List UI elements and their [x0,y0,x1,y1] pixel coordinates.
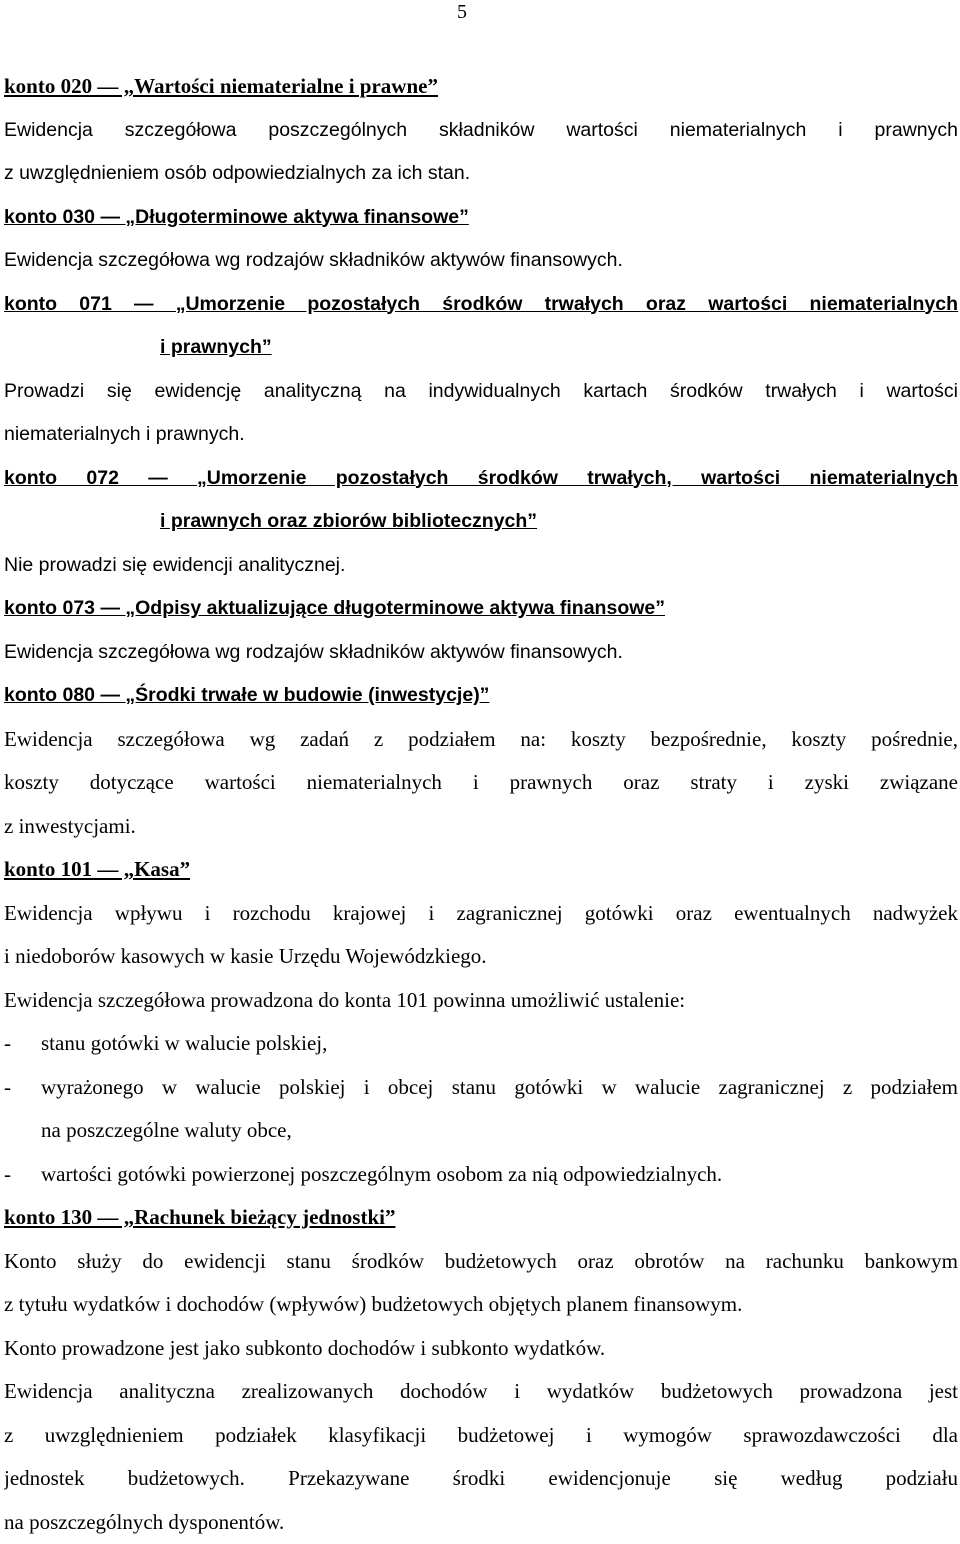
section-konto-130 [4,1196,958,1544]
paragraph-line: Ewidencja szczegółowa wg rodzajów składników aktywów finansowych. [4,631,958,675]
paragraph-line: Ewidencja szczegółowa wg zadań z podziałem na: koszty bezpośrednie, koszty pośrednie, [4,718,958,762]
section-konto-020 [4,65,958,196]
paragraph-line: niematerialnych i prawnych. [4,413,958,457]
document-body [4,65,958,1544]
paragraph-line: Prowadzi się ewidencję analityczną na indywidualnych kartach środków trwałych i wartości [4,370,958,414]
list-item [4,1153,958,1197]
section-heading: konto 080 — „Środki trwałe w budowie (inwestycje)” [4,674,958,718]
paragraph-line: z inwestycjami. [4,805,958,849]
section-heading: konto 020 — „Wartości niematerialne i prawne” [4,65,958,109]
paragraph-line: Konto prowadzone jest jako subkonto dochodów i subkonto wydatków. [4,1327,958,1371]
paragraph-line: Ewidencja szczegółowa poszczególnych składników wartości niematerialnych i prawnych [4,109,958,153]
section-konto-030 [4,196,958,283]
list-item [4,1066,958,1110]
paragraph-line: i niedoborów kasowych w kasie Urzędu Wojewódzkiego. [4,935,958,979]
page-number: 5 [0,0,924,24]
list-item-text: stanu gotówki w walucie polskiej, [41,1022,958,1066]
list-item-text: wartości gotówki powierzonej poszczególnym osobom za nią odpowiedzialnych. [41,1153,958,1197]
paragraph-line: z tytułu wydatków i dochodów (wpływów) budżetowych objętych planem finansowym. [4,1283,958,1327]
section-heading: konto 130 — „Rachunek bieżący jednostki” [4,1196,958,1240]
paragraph-line: z uwzględnieniem osób odpowiedzialnych za ich stan. [4,152,958,196]
section-heading: konto 072 — „Umorzenie pozostałych środków trwałych, wartości niematerialnych [4,457,958,501]
section-konto-101 [4,848,958,1196]
paragraph-line: Konto służy do ewidencji stanu środków budżetowych oraz obrotów na rachunku bankowym [4,1240,958,1284]
section-konto-080 [4,674,958,848]
list-dash: - [4,1153,41,1197]
section-heading-continuation: i prawnych” [4,326,958,370]
paragraph-line: z uwzględnieniem podziałek klasyfikacji budżetowej i wymogów sprawozdawczości dla [4,1414,958,1458]
section-heading-continuation: i prawnych oraz zbiorów bibliotecznych” [4,500,958,544]
paragraph-line: Ewidencja szczegółowa prowadzona do konta 101 powinna umożliwić ustalenie: [4,979,958,1023]
paragraph-line: koszty dotyczące wartości niematerialnych i prawnych oraz straty i zyski związane [4,761,958,805]
paragraph-line: jednostek budżetowych. Przekazywane środki ewidencjonuje się według podziału [4,1457,958,1501]
section-konto-072 [4,457,958,588]
paragraph-line: Nie prowadzi się ewidencji analitycznej. [4,544,958,588]
list-item [4,1022,958,1066]
section-heading: konto 073 — „Odpisy aktualizujące długoterminowe aktywa finansowe” [4,587,958,631]
list-dash: - [4,1022,41,1066]
list-item-continuation: na poszczególne waluty obce, [4,1109,958,1153]
section-heading: konto 071 — „Umorzenie pozostałych środków trwałych oraz wartości niematerialnych [4,283,958,327]
paragraph-line: Ewidencja analityczna zrealizowanych dochodów i wydatków budżetowych prowadzona jest [4,1370,958,1414]
section-konto-073 [4,587,958,674]
paragraph-line: Ewidencja szczegółowa wg rodzajów składników aktywów finansowych. [4,239,958,283]
section-konto-071 [4,283,958,457]
paragraph-line: Ewidencja wpływu i rozchodu krajowej i zagranicznej gotówki oraz ewentualnych nadwyżek [4,892,958,936]
section-heading: konto 101 — „Kasa” [4,848,958,892]
paragraph-line: na poszczególnych dysponentów. [4,1501,958,1544]
list-item-text: wyrażonego w walucie polskiej i obcej stanu gotówki w walucie zagranicznej z podziałem [41,1066,958,1110]
section-heading: konto 030 — „Długoterminowe aktywa finansowe” [4,196,958,240]
list-dash: - [4,1066,41,1110]
